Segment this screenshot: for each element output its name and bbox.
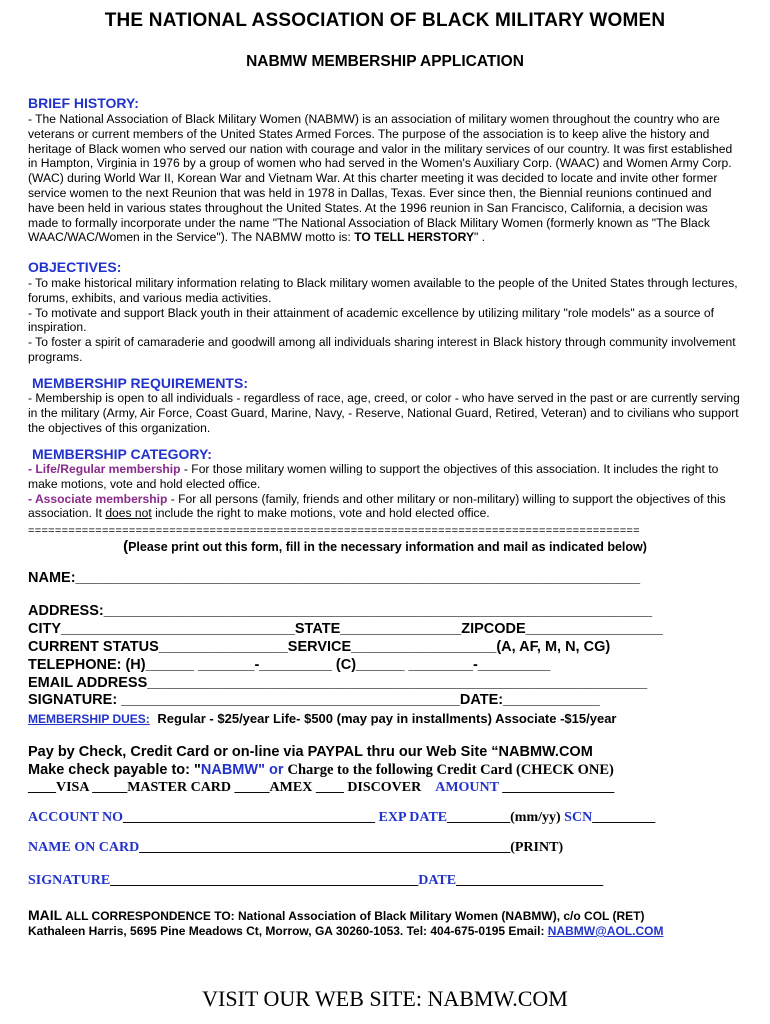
page-title: THE NATIONAL ASSOCIATION OF BLACK MILITARY WOMEN	[104, 10, 666, 31]
mail-word: MAIL	[28, 907, 63, 923]
life-membership-label: Life/Regular membership	[35, 462, 181, 476]
category-paragraph	[28, 462, 740, 521]
history-heading: BRIEF HISTORY:	[28, 95, 139, 111]
payable-to-name: NABMW" or	[200, 762, 288, 778]
history-paragraph	[28, 112, 740, 245]
associate-text-b: include the right to make motions, vote and hold elected office.	[151, 506, 490, 521]
card-date-label: DATE	[418, 873, 457, 888]
amex-option[interactable]: _____AMEX	[234, 780, 313, 795]
associate-prefix: -	[28, 491, 35, 506]
account-label: ACCOUNT NO	[28, 810, 124, 825]
payable-to-text: Make check payable to: "	[28, 762, 201, 778]
separator-line: ===========================================================================================	[28, 525, 640, 537]
amount-field[interactable]: ________________	[498, 780, 615, 795]
payment-line-2	[28, 762, 614, 779]
exp-date-field[interactable]: _________(mm/yy)	[447, 810, 565, 825]
dues-label: MEMBERSHIP DUES:	[28, 712, 150, 726]
signature-date-field[interactable]: SIGNATURE: __________________________________________DATE:____________	[28, 692, 600, 708]
category-heading: MEMBERSHIP CATEGORY:	[32, 446, 212, 462]
city-state-zip-field[interactable]: CITY_____________________________STATE_______________ZIPCODE_________________	[28, 621, 663, 637]
amount-label: AMOUNT	[435, 780, 499, 795]
card-date-field[interactable]: _____________________	[456, 873, 604, 888]
telephone-field[interactable]: TELEPHONE: (H)______ _______-_________ (C)______ ________-_________	[28, 657, 551, 673]
account-field[interactable]: ____________________________________	[123, 810, 379, 825]
email-address-field[interactable]: EMAIL ADDRESS______________________________________________________________	[28, 675, 648, 691]
life-membership-text: - For those military women willing to support the objectives of this association. It includes the right to make motions, vote and hold elected office.	[28, 462, 719, 491]
history-motto-end: " .	[474, 230, 486, 245]
charge-card-text: Charge to the following Credit Card (CHECK ONE)	[287, 762, 614, 778]
scn-field[interactable]: _________	[592, 810, 656, 825]
visa-option[interactable]: ____VISA	[28, 780, 89, 795]
card-signature-label: SIGNATURE	[28, 873, 111, 888]
name-field[interactable]: NAME:______________________________________________________________________	[28, 570, 641, 586]
objective-item: - To motivate and support Black youth in their attainment of academic excellence by utilizing military "role models" as a source of inspiration.	[28, 305, 714, 335]
requirements-heading: MEMBERSHIP REQUIREMENTS:	[32, 375, 248, 391]
dues-text: Regular - $25/year Life- $500 (may pay in installments) Associate -$15/year	[157, 711, 617, 726]
name-on-card-field[interactable]: _____________________________________________________(PRINT)	[139, 840, 564, 855]
objectives-list	[28, 276, 740, 365]
status-service-field[interactable]: CURRENT STATUS________________SERVICE__________________(A, AF, M, N, CG)	[28, 639, 611, 655]
requirements-text: - Membership is open to all individuals - regardless of race, age, creed, or color - who have served in the past or are currently serving in the military (Army, Air Force, Coast Guard, Marine, Navy, - Reserve, National Guard, Retired, Veteran) and to civilians who support the objectives of this organization.	[28, 391, 740, 435]
associate-membership-label: Associate membership	[34, 491, 168, 506]
payment-line-1: Pay by Check, Credit Card or on-line via PAYPAL thru our Web Site “NABMW.COM	[28, 744, 593, 760]
objectives-heading: OBJECTIVES:	[28, 259, 122, 275]
name-on-card-label: NAME ON CARD	[28, 840, 140, 855]
scn-label: SCN	[564, 810, 593, 825]
card-type-row	[28, 780, 614, 796]
website-footer: VISIT OUR WEB SITE: NABMW.COM	[202, 986, 568, 1011]
page-subtitle: NABMW MEMBERSHIP APPLICATION	[246, 53, 524, 70]
instructions-text: Please print out this form, fill in the necessary information and mail as indicated below)	[128, 540, 647, 554]
mail-text-2: Kathaleen Harris, 5695 Pine Meadows Ct, Morrow, GA 30260-1053. Tel: 404-675-0195 Email:	[28, 924, 548, 938]
mastercard-option[interactable]: _____MASTER CARD	[92, 780, 232, 795]
history-motto: TO TELL HERSTORY	[354, 230, 475, 245]
exp-date-label: EXP DATE	[378, 810, 448, 825]
objective-item: - To make historical military information relating to Black military women available to the people of the United States through lectures, forums, exhibits, and various media activities.	[28, 276, 738, 305]
associate-text-a: - For all persons (family, friends and other military or non-military) willing to support the objectives of this association. It	[28, 491, 726, 521]
instructions-paren: (	[123, 538, 129, 555]
name-on-card-row	[28, 840, 563, 856]
account-row	[28, 810, 655, 826]
requirements-paragraph	[28, 391, 740, 435]
discover-option[interactable]: ____ DISCOVER	[315, 780, 422, 795]
associate-does-not: does not	[105, 506, 152, 521]
life-prefix: -	[28, 462, 36, 476]
email-link[interactable]: NABMW@AOL.COM	[547, 924, 664, 938]
mail-line-2	[28, 924, 663, 938]
history-text: - The National Association of Black Military Women (NABMW) is an association of military women throughout the country who are veterans or current members of the United States Armed Forces. The purpose of the association is to keep alive the history and heritage of Black women who served our nation with courage and valor in the military services of our country. It was first established in Hampton, Virginia in 1976 by a group of women who had served in the Women's Auxiliary Corp. (WAAC) and Women Army Corp. (WAC) during World War II, Korean War and Vietnam War. At this charter meeting it was decided to locate and invite other former service women to the next Reunion that was held in 1978 in Dallas, Texas. Ever since then, the Biennial reunions continued and have been held in various states throughout the United States. At the 1996 reunion in San Francisco, California, a decision was made to formally incorporate under the name "The National Association of Black Military Women (formerly known as "The Black WAAC/WAC/Women in the Service"). The NABMW motto is:	[28, 112, 733, 245]
objective-item: - To foster a spirit of camaraderie and goodwill among all individuals sharing interest in Black history through community involvement programs.	[28, 335, 736, 364]
membership-dues	[28, 711, 616, 726]
print-instructions	[0, 538, 770, 555]
address-field[interactable]: ADDRESS:____________________________________________________________________	[28, 603, 653, 619]
card-signature-row	[28, 873, 603, 889]
card-signature-field[interactable]: ____________________________________________	[110, 873, 419, 888]
mail-text-1: ALL CORRESPONDENCE TO: National Association of Black Military Women (NABMW), c/o COL (RET)	[62, 909, 645, 923]
mail-line-1	[28, 907, 645, 923]
